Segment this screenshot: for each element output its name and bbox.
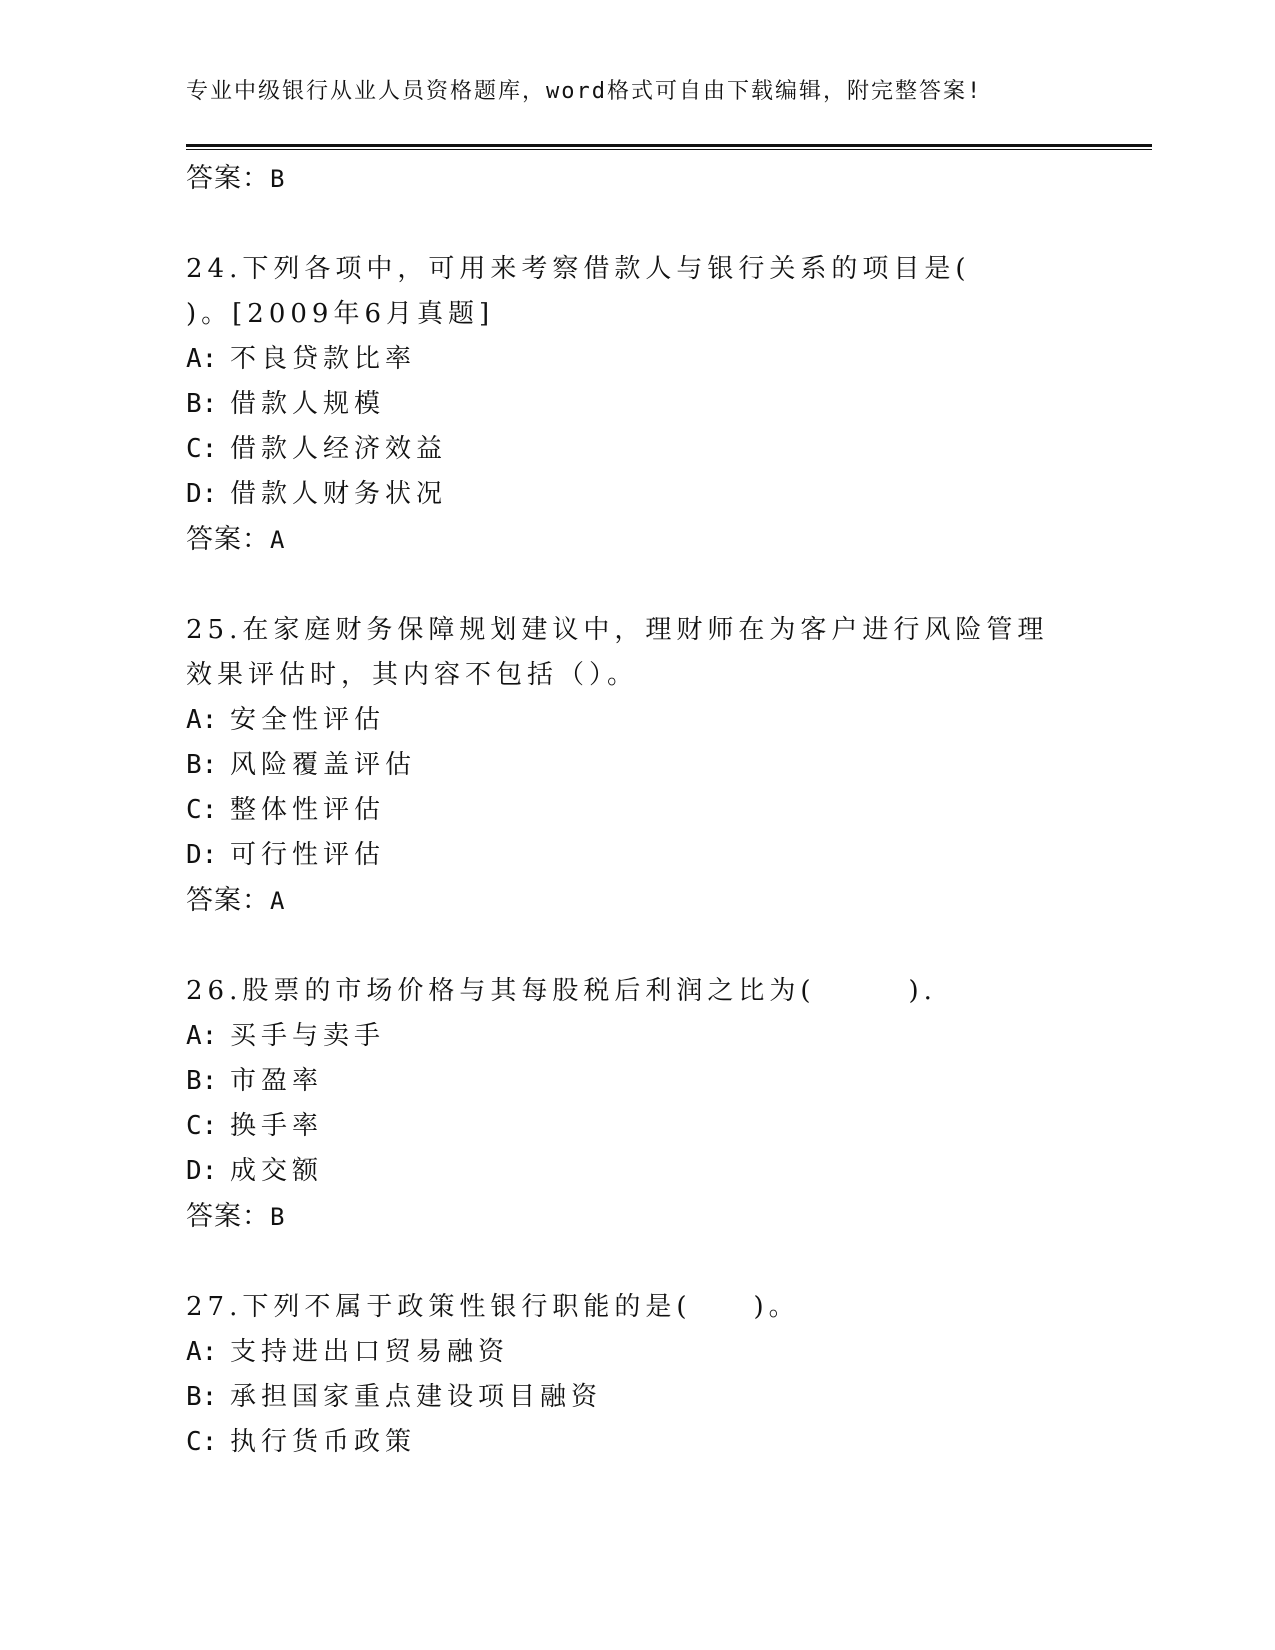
option-key: C: (186, 434, 218, 464)
option-text: 风险覆盖评估 (230, 750, 417, 780)
option-text: 买手与卖手 (230, 1021, 386, 1051)
option-key: C: (186, 795, 218, 825)
option-a (186, 698, 1086, 743)
option-text: 市盈率 (230, 1066, 324, 1096)
option-a (186, 337, 1086, 382)
question-27 (186, 1285, 1086, 1465)
question-24 (186, 247, 1086, 562)
option-key: D: (186, 479, 218, 509)
option-d (186, 833, 1086, 878)
answer-label: 答案： (186, 163, 270, 194)
option-text: 可行性评估 (230, 840, 386, 870)
option-key: C: (186, 1111, 218, 1141)
question-text: 27.下列不属于政策性银行职能的是( )。 (186, 1292, 800, 1322)
option-text: 支持进出口贸易融资 (230, 1337, 510, 1367)
option-text: 安全性评估 (230, 705, 386, 735)
question-25 (186, 608, 1086, 923)
answer-line (186, 878, 1086, 923)
answer-label: 答案： (186, 885, 270, 916)
option-key: B: (186, 1382, 218, 1412)
option-key: B: (186, 1066, 218, 1096)
option-key: D: (186, 1156, 218, 1186)
option-key: B: (186, 389, 218, 419)
option-b (186, 1059, 1086, 1104)
option-b (186, 743, 1086, 788)
document-body (186, 156, 1086, 1465)
option-text: 借款人财务状况 (230, 479, 448, 509)
option-text: 借款人经济效益 (230, 434, 448, 464)
option-c (186, 427, 1086, 472)
option-c (186, 788, 1086, 833)
option-c (186, 1104, 1086, 1149)
answer-line (186, 517, 1086, 562)
option-text: 承担国家重点建设项目融资 (230, 1382, 603, 1412)
answer-value: A (270, 526, 286, 554)
option-key: A: (186, 1021, 218, 1051)
option-key: C: (186, 1427, 218, 1457)
option-text: 整体性评估 (230, 795, 386, 825)
answer-value: A (270, 887, 286, 915)
option-text: 不良贷款比率 (230, 344, 417, 374)
option-d (186, 1149, 1086, 1194)
option-b (186, 382, 1086, 427)
answer-label: 答案： (186, 1201, 270, 1232)
header-divider (186, 144, 1152, 150)
option-b (186, 1375, 1086, 1420)
answer-line (186, 1194, 1086, 1239)
option-d (186, 472, 1086, 517)
question-text: 26.股票的市场价格与其每股税后利润之比为( ). (186, 976, 937, 1006)
question-text: 24.下列各项中，可用来考察借款人与银行关系的项目是( )。[2009年6月真题] (186, 254, 971, 329)
option-key: A: (186, 344, 218, 374)
option-key: A: (186, 705, 218, 735)
answer-line (186, 156, 1086, 201)
page-header: 专业中级银行从业人员资格题库，word格式可自由下载编辑，附完整答案! (186, 79, 983, 104)
option-text: 成交额 (230, 1156, 324, 1186)
option-key: B: (186, 750, 218, 780)
question-text: 25.在家庭财务保障规划建议中，理财师在为客户进行风险管理效果评估时，其内容不包括（）。 (186, 615, 1049, 690)
option-text: 换手率 (230, 1111, 324, 1141)
option-c (186, 1420, 1086, 1465)
option-key: A: (186, 1337, 218, 1367)
option-a (186, 1014, 1086, 1059)
answer-label: 答案： (186, 524, 270, 555)
question-26 (186, 969, 1086, 1239)
answer-value: B (270, 1203, 286, 1231)
option-key: D: (186, 840, 218, 870)
option-text: 执行货币政策 (230, 1427, 417, 1457)
answer-value: B (270, 165, 286, 193)
option-a (186, 1330, 1086, 1375)
option-text: 借款人规模 (230, 389, 386, 419)
